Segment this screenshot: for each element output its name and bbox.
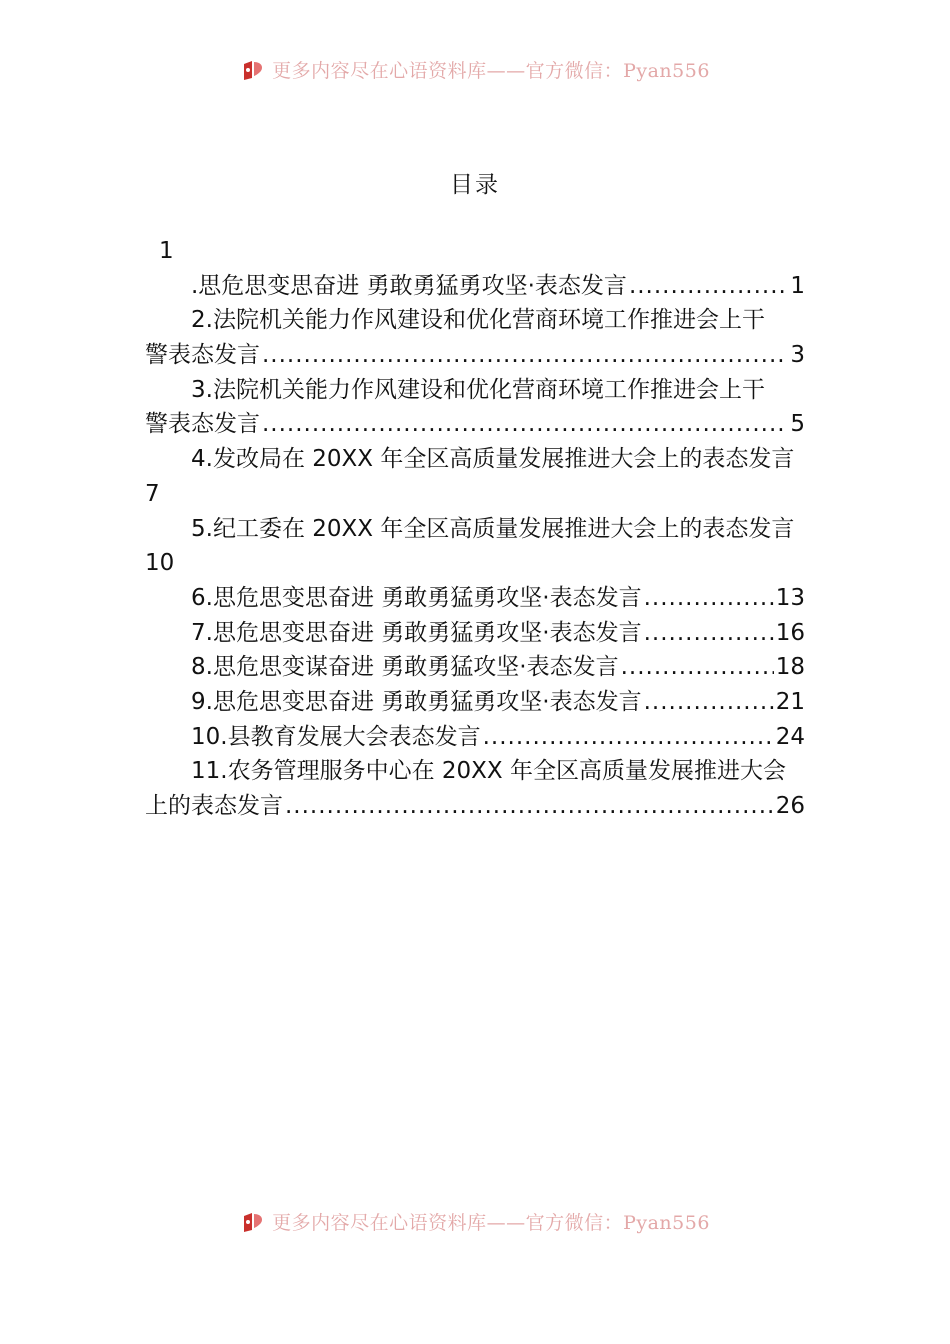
toc-entry-2-line2[interactable] <box>145 338 805 373</box>
dot-leader <box>644 685 774 720</box>
toc-entry-3-line2[interactable] <box>145 407 805 442</box>
toc-entry-title: 10.县教育发展大会表态发言 <box>191 723 481 750</box>
toc-entry-3-line1[interactable]: 3.法院机关能力作风建设和优化营商环境工作推进会上干 <box>191 376 765 403</box>
toc-entry-9[interactable] <box>145 685 805 720</box>
toc-entry-4[interactable]: 4.发改局在 20XX 年全区高质量发展推进大会上的表态发言 <box>191 446 795 473</box>
toc-entry-page: 16 <box>775 619 805 646</box>
toc-entry-10[interactable] <box>145 720 805 755</box>
toc-entry-page: 24 <box>775 723 805 750</box>
header-watermark <box>0 56 950 83</box>
dot-leader <box>262 338 788 373</box>
toc-entry-title: 6.思危思变思奋进 勇敢勇猛勇攻坚·表态发言 <box>191 584 642 611</box>
toc-entry-5[interactable]: 5.纪工委在 20XX 年全区高质量发展推进大会上的表态发言 <box>191 515 795 542</box>
toc-entry-5-page: 10 <box>145 550 175 577</box>
table-of-contents <box>145 234 805 824</box>
toc-entry-page: 3 <box>790 342 805 369</box>
dot-leader <box>262 407 788 442</box>
toc-entry-8[interactable] <box>145 650 805 685</box>
toc-entry-4-page: 7 <box>145 480 160 507</box>
watermark-logo-icon <box>240 58 266 82</box>
toc-entry-1[interactable] <box>145 269 805 304</box>
toc-entry-6[interactable] <box>145 581 805 616</box>
toc-entry-title: .思危思变思奋进 勇敢勇猛勇攻坚·表态发言 <box>191 272 627 299</box>
toc-entry-page: 18 <box>775 654 805 681</box>
toc-entry-title: 警表态发言 <box>145 411 260 438</box>
dot-leader <box>483 720 774 755</box>
page-title: 目录 <box>450 172 500 198</box>
toc-entry-2-line1[interactable]: 2.法院机关能力作风建设和优化营商环境工作推进会上干 <box>191 307 765 334</box>
toc-entry-page: 21 <box>775 688 805 715</box>
toc-entry-title: 8.思危思变谋奋进 勇敢勇猛攻坚·表态发言 <box>191 654 619 681</box>
toc-entry-title: 上的表态发言 <box>145 793 283 819</box>
toc-entry-11-line1[interactable]: 11.农务管理服务中心在 20XX 年全区高质量发展推进大会 <box>191 758 786 785</box>
toc-entry-page: 5 <box>790 411 805 438</box>
toc-entry-title: 9.思危思变思奋进 勇敢勇猛勇攻坚·表态发言 <box>191 688 642 715</box>
dot-leader <box>621 650 774 685</box>
dot-leader <box>285 789 774 824</box>
toc-entry-page: 13 <box>775 584 805 611</box>
watermark-logo-icon <box>240 1210 266 1234</box>
dot-leader <box>644 616 774 651</box>
toc-entry-1-number: 1 <box>159 238 174 264</box>
footer-watermark <box>0 1208 950 1235</box>
dot-leader <box>644 581 774 616</box>
dot-leader <box>629 269 788 304</box>
toc-entry-page: 26 <box>775 793 805 819</box>
toc-entry-11-line2[interactable] <box>145 789 805 824</box>
watermark-text: 更多内容尽在心语资料库——官方微信：Pyan556 <box>272 60 710 82</box>
toc-entry-7[interactable] <box>145 616 805 651</box>
toc-entry-page: 1 <box>790 272 805 299</box>
toc-entry-title: 7.思危思变思奋进 勇敢勇猛勇攻坚·表态发言 <box>191 619 642 646</box>
watermark-text: 更多内容尽在心语资料库——官方微信：Pyan556 <box>272 1212 710 1234</box>
toc-entry-title: 警表态发言 <box>145 342 260 369</box>
